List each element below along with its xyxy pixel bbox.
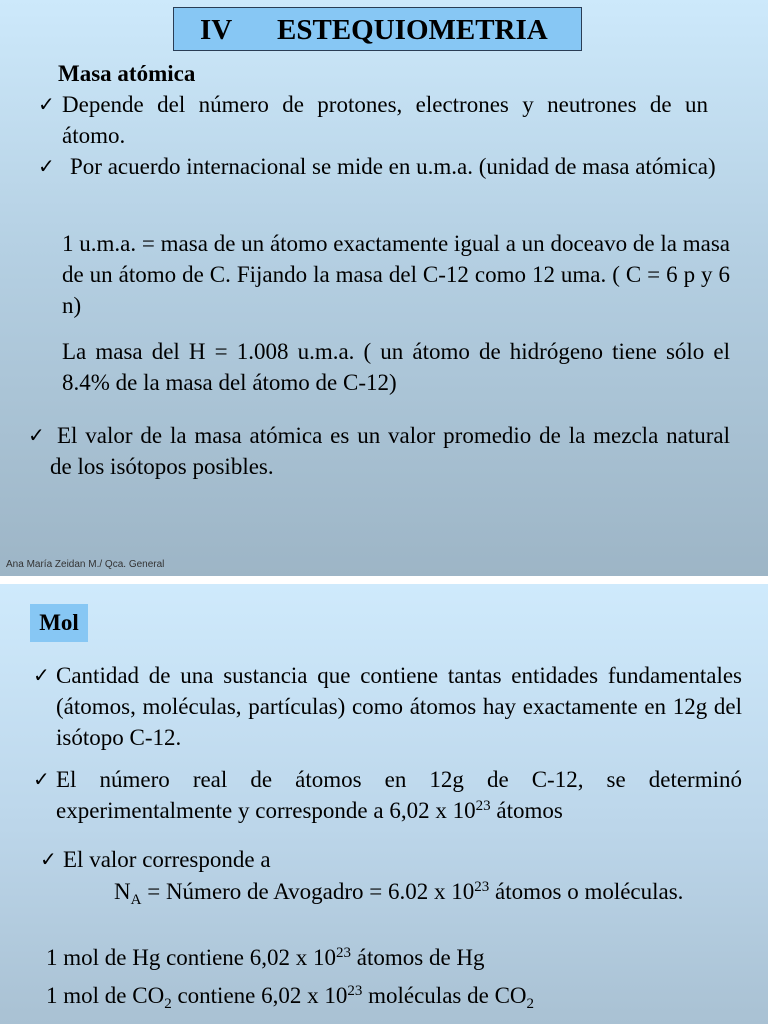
check-icon: ✓ [28,423,45,447]
slide-mol [0,584,768,1024]
bullet-cantidad: Cantidad de una sustancia que contiene tantas entidades fundamentales (átomos, moléculas, partículas) como átomos hay exactamente en 12g del isótopo C-12. [56,663,742,750]
bullet-numero-real-line2: experimentalmente y corresponde a 6,02 x $10^{23}$ átomos [56,798,563,823]
mol-hg-line: 1 mol de Hg contiene 6,02 x $10^{23}$ átomos de Hg [46,945,485,970]
title-box [173,7,582,51]
bullet-valor-promedio: El valor de la masa atómica es un valor promedio de la mezcla natural de los isótopos posibles. [50,423,730,479]
bullet-numero-real-line1: El número real de átomos en 12g de C-12, se determinó [56,767,742,792]
bullet-acuerdo: Por acuerdo internacional se mide en u.m.a. (unidad de masa atómica) [70,154,716,179]
bullet-depende: Depende del número de protones, electrones y neutrones de un átomo. [62,92,708,148]
check-icon: ✓ [40,847,57,871]
check-icon: ✓ [38,92,55,116]
mol-co2-line: 1 mol de $CO_2$ contiene 6,02 x $10^{23}$ moléculas de $CO_2$ [46,983,535,1012]
para-uma-definicion: 1 u.m.a. = masa de un átomo exactamente igual a un doceavo de la masa de un átomo de C. Fijando la masa del C-12 como 12 uma. ( C = 6 p y 6 n) [62,231,730,318]
avogadro-line: $N_A$ = Número de Avogadro = 6.02 x $10^{23}$ átomos o moléculas. [114,879,684,908]
bullet-valor-corresponde: El valor corresponde a [63,847,271,872]
mol-title: Mol [30,604,88,642]
subtitle-masa-atomica: Masa atómica [58,61,196,86]
check-icon: ✓ [33,663,50,687]
para-masa-hidrogeno: La masa del H = 1.008 u.m.a. ( un átomo de hidrógeno tiene sólo el 8.4% de la masa del átomo de C-12) [62,339,730,395]
check-icon: ✓ [38,154,55,178]
title-text: ESTEQUIOMETRIA [277,14,548,46]
title-number: IV [200,14,233,46]
check-icon: ✓ [33,767,50,791]
footer-author: Ana María Zeidan M./ Qca. General [6,559,165,570]
